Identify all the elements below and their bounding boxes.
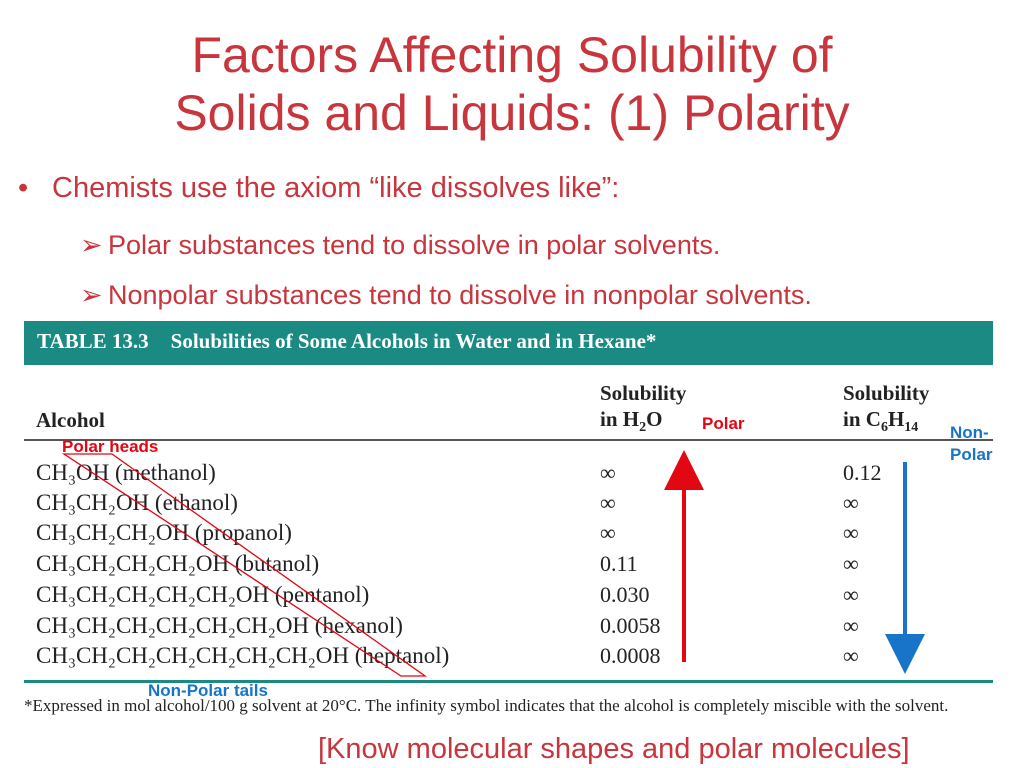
sub-bullet-nonpolar — [80, 280, 812, 311]
water-solubility: 0.11 — [600, 551, 638, 576]
column-header-water — [600, 380, 686, 441]
table-footnote: *Expressed in mol alcohol/100 g solvent at 20°C. The infinity symbol indicates that the alcohol is completely miscible with the solvent. — [24, 696, 949, 715]
table-row — [0, 582, 1024, 613]
table-caption-text: Solubilities of Some Alcohols in Water and in Hexane* — [170, 329, 657, 353]
table-row — [0, 490, 1024, 521]
alcohol-name: CH₃CH₂CH₂CH₂CH₂CH₂OH (hexanol) — [36, 613, 403, 638]
hexane-solubility: ∞ — [843, 490, 859, 515]
column-header-water-line2: in $H_2O$ — [600, 407, 663, 436]
column-header-water-line1: Solubility — [600, 381, 687, 405]
sub-bullet-nonpolar-text: Nonpolar substances tend to dissolve in nonpolar solvents. — [108, 280, 812, 310]
arrow-bullet-icon: ➢ — [80, 280, 103, 310]
alcohol-name: CH₃CH₂CH₂CH₂CH₂OH (pentanol) — [36, 582, 370, 607]
label-polar: Polar — [702, 414, 745, 433]
alcohol-name: CH₃CH₂CH₂CH₂OH (butanol) — [36, 551, 320, 576]
sub-bullet-polar — [80, 230, 720, 261]
label-non-polar-line2: Polar — [950, 445, 993, 464]
label-non-polar-line1: Non- — [950, 423, 989, 442]
title-line-2: Solids and Liquids: (1) Polarity — [174, 85, 850, 141]
water-solubility: ∞ — [600, 520, 616, 545]
label-non-polar-tails: Non-Polar tails — [148, 681, 268, 700]
table-row — [0, 520, 1024, 551]
label-non-polar — [950, 422, 993, 466]
alcohol-name: CH₃CH₂CH₂CH₂CH₂CH₂CH₂OH (heptanol) — [36, 643, 450, 668]
table-number: TABLE 13.3 — [37, 329, 149, 353]
title-line-1: Factors Affecting Solubility of — [191, 27, 833, 83]
table-row — [0, 460, 1024, 491]
label-polar-heads: Polar heads — [62, 437, 159, 456]
water-solubility: 0.0008 — [600, 643, 661, 668]
hexane-solubility: ∞ — [843, 643, 859, 668]
table-row — [0, 551, 1024, 582]
closing-note: [Know molecular shapes and polar molecules] — [318, 733, 910, 765]
water-solubility: ∞ — [600, 460, 616, 485]
hexane-solubility: ∞ — [843, 551, 859, 576]
hexane-solubility: ∞ — [843, 613, 859, 638]
water-solubility: ∞ — [600, 490, 616, 515]
alcohol-name: CH₃CH₂CH₂OH (propanol) — [36, 520, 292, 545]
table-row — [0, 643, 1024, 674]
table-row — [0, 613, 1024, 644]
table-caption — [37, 329, 656, 354]
hexane-solubility: ∞ — [843, 582, 859, 607]
water-solubility: 0.0058 — [600, 613, 661, 638]
column-header-hexane-line2: in $C_6H_{14}$ — [843, 407, 919, 436]
column-header-hexane-line1: Solubility — [843, 381, 930, 405]
table-caption-bar — [24, 321, 993, 365]
bullet-dot-icon: • — [18, 172, 29, 204]
sub-bullet-polar-text: Polar substances tend to dissolve in polar solvents. — [108, 230, 721, 260]
hexane-solubility: ∞ — [843, 520, 859, 545]
water-solubility: 0.030 — [600, 582, 650, 607]
alcohol-name: CH₃CH₂OH (ethanol) — [36, 490, 238, 515]
hexane-solubility: 0.12 — [843, 460, 882, 485]
column-header-hexane — [843, 380, 929, 441]
main-bullet-text: Chemists use the axiom “like dissolves like”: — [52, 172, 620, 204]
arrow-bullet-icon: ➢ — [80, 230, 103, 260]
main-bullet — [18, 172, 619, 205]
alcohol-name: CH₃OH (methanol) — [36, 460, 216, 485]
table-header-divider — [24, 439, 993, 441]
column-header-alcohol: Alcohol — [36, 408, 105, 432]
slide-title — [0, 26, 1024, 142]
